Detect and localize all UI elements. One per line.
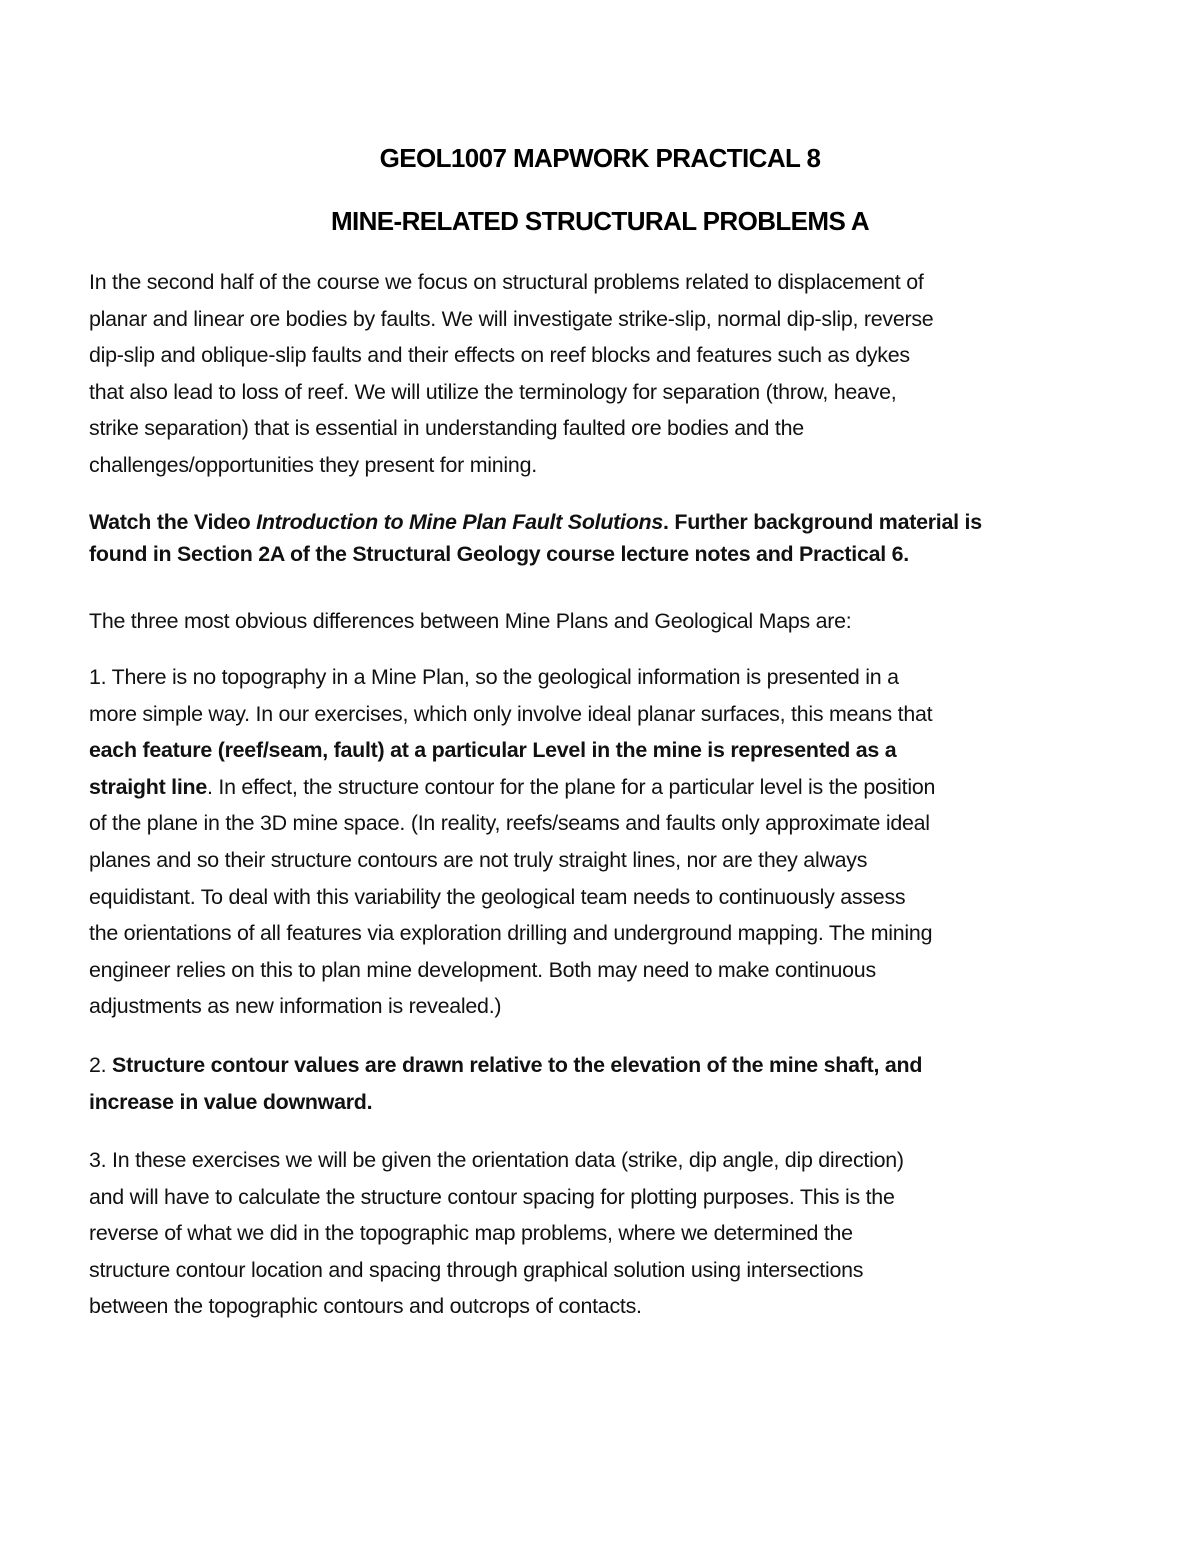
- watch-suffix: . Further background material is: [663, 510, 982, 534]
- difference-item-3: [89, 1142, 1109, 1325]
- page-title: GEOL1007 MAPWORK PRACTICAL 8: [379, 143, 821, 173]
- item-line: the orientations of all features via exploration drilling and underground mapping. The mining: [89, 921, 933, 946]
- watch-line-2: found in Section 2A of the Structural Geology course lecture notes and Practical 6.: [89, 542, 909, 566]
- item-number: 2.: [89, 1053, 113, 1077]
- item-line: structure contour location and spacing through graphical solution using intersections: [89, 1257, 864, 1282]
- watch-prefix: Watch the Video: [89, 510, 257, 534]
- intro-line: that also lead to loss of reef. We will utilize the terminology for separation (throw, heave,: [89, 379, 897, 404]
- item-line: planes and so their structure contours are not truly straight lines, nor are they always: [89, 847, 868, 872]
- intro-paragraph: [89, 264, 1109, 484]
- item-line: [89, 769, 1109, 806]
- item-line: more simple way. In our exercises, which only involve ideal planar surfaces, this means that: [89, 701, 933, 726]
- page-subtitle: MINE-RELATED STRUCTURAL PROBLEMS A: [330, 206, 870, 236]
- item-line: [89, 1047, 1109, 1084]
- video-title: Introduction to Mine Plan Fault Solutions: [256, 510, 663, 534]
- item-line: between the topographic contours and outcrops of contacts.: [89, 1294, 642, 1319]
- intro-line: dip-slip and oblique-slip faults and their effects on reef blocks and features such as dykes: [89, 343, 910, 368]
- intro-line: planar and linear ore bodies by faults. We will investigate strike-slip, normal dip-slip, reverse: [89, 306, 934, 331]
- item-line: and will have to calculate the structure contour spacing for plotting purposes. This is the: [89, 1184, 895, 1209]
- intro-line: In the second half of the course we focus on structural problems related to displacement of: [89, 270, 924, 294]
- item-line: reverse of what we did in the topographic map problems, where we determined the: [89, 1221, 853, 1246]
- item-line: 3. In these exercises we will be given the orientation data (strike, dip angle, dip direction): [89, 1148, 904, 1172]
- item-emphasis-line: each feature (reef/seam, fault) at a particular Level in the mine is represented as a: [89, 738, 897, 763]
- item-line: engineer relies on this to plan mine development. Both may need to make continuous: [89, 957, 876, 982]
- item-emphasis: Structure contour values are drawn relative to the elevation of the mine shaft, and: [112, 1053, 923, 1077]
- difference-item-1: [89, 659, 1109, 1025]
- intro-line: strike separation) that is essential in understanding faulted ore bodies and the: [89, 416, 804, 441]
- item-line: adjustments as new information is revealed.): [89, 994, 502, 1019]
- difference-item-2: [89, 1047, 1109, 1120]
- item-emphasis-line: increase in value downward.: [89, 1089, 373, 1114]
- item-line: equidistant. To deal with this variability the geological team needs to continuously assess: [89, 884, 906, 909]
- intro-line: challenges/opportunities they present for mining.: [89, 452, 537, 477]
- item-text: . In effect, the structure contour for the plane for a particular level is the position: [206, 774, 936, 799]
- item-emphasis: straight line: [89, 774, 207, 799]
- watch-line-1: [89, 506, 1109, 538]
- item-line: 1. There is no topography in a Mine Plan, so the geological information is presented in a: [89, 665, 899, 689]
- differences-intro: The three most obvious differences between Mine Plans and Geological Maps are:: [89, 609, 852, 633]
- watch-video-paragraph: [89, 506, 1109, 570]
- item-line: of the plane in the 3D mine space. (In reality, reefs/seams and faults only approximate ideal: [89, 811, 930, 836]
